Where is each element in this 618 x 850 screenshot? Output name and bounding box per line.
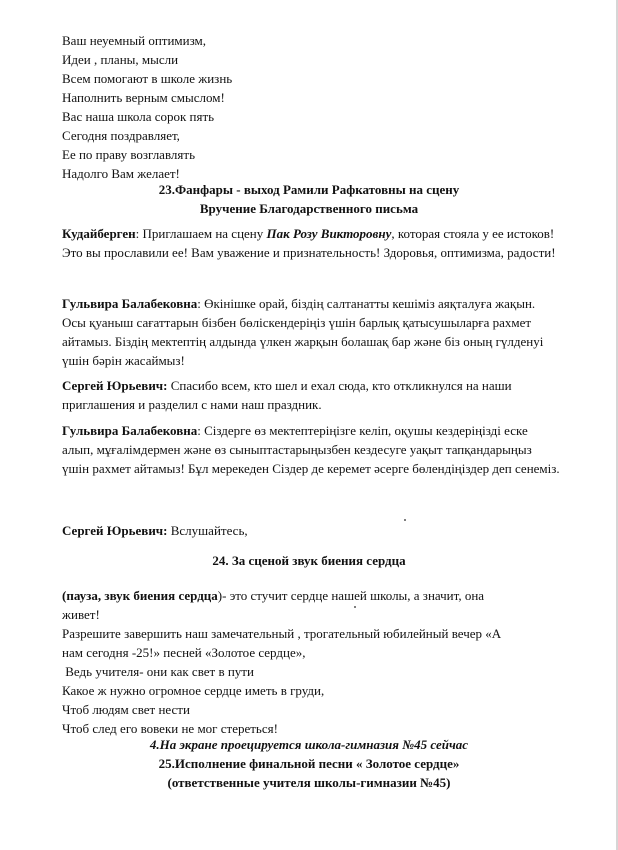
speech-text: , которая стояла у ее истоков! Это вы прославили ее! Вам уважение и признательность! Здоровья, оптимизма, радости! (62, 226, 556, 260)
closing-line: 4.На экране проецируется школа-гимназия №45 сейчас (149, 737, 469, 752)
scan-speck (354, 606, 356, 608)
speech-gulvira-1 (62, 294, 562, 370)
poem-line: Ваш неуемный оптимизм, (62, 33, 207, 48)
poem-line: Ее по праву возглавлять (62, 147, 195, 162)
speaker-name: Гульвира Балабековна (62, 423, 198, 438)
poem-line: Всем помогают в школе жизнь (62, 71, 233, 86)
final-line: Ведь учителя- они как свет в пути (62, 664, 254, 679)
heading-line: 23.Фанфары - выход Рамили Рафкатовны на сцену (158, 182, 460, 197)
final-line: Разрешите завершить наш замечательный , трогательный юбилейный вечер «А (62, 626, 502, 641)
speech-text: : Өкінішке орай, біздің салтанатты кешіміз аяқталуға жақын. Осы қуаныш сағаттарын бізбен бөлiскендеріңіз үшін барлық қатысушыларға рахмет айтамыз. Біздің мектептің алдында үлкен жарқын болашақ бар және біз оның гүлденуі үшін бәрін жасаймыз! (62, 296, 544, 368)
poem-line: Наполнить верным смыслом! (62, 90, 225, 105)
speech-text: Вслушайтесь, (167, 523, 248, 538)
closing-line: 25.Исполнение финальной песни « Золотое сердце» (158, 756, 460, 771)
final-line: нам сегодня -25!» песней «Золотое сердце», (62, 645, 306, 660)
heading-line: Вручение Благодарственного письма (199, 201, 419, 216)
poem-line: Идеи , планы, мысли (62, 52, 179, 67)
poem-line: Надолго Вам желает! (62, 166, 180, 181)
speech-text: : Сіздерге өз мектептеріңізге келіп, оқушы кездеріңізді еске алып, мұғалімдермен және өз сыныптастарыңызбен кездесуге уақыт тапқандарыңыз үшін рахмет айтамыз! Бұл мерекеден Сіздер де керемет әсерге бөлендіңіздер деп сенеміз. (62, 423, 560, 476)
speech-gulvira-2 (62, 421, 562, 478)
speech-sergey-1 (62, 376, 562, 414)
poem-line: Сегодня поздравляет, (62, 128, 180, 143)
speaker-name: Кудайберген (62, 226, 136, 241)
scan-speck (404, 519, 406, 521)
speech-text: Спасибо всем, кто шел и ехал сюда, кто откликнулся на наши приглашения и разделил с нами наш праздник. (62, 378, 512, 412)
final-line: Чтоб людям свет нести (62, 702, 190, 717)
poem-line: Вас наша школа сорок пять (62, 109, 215, 124)
final-line (62, 586, 582, 605)
final-text: )- это стучит сердце нашей школы, а значит, она (217, 588, 485, 603)
closing-block (0, 735, 618, 792)
poem-stanza (62, 31, 562, 183)
final-line: Чтоб след его вовеки не мог стереться! (62, 721, 278, 736)
final-block (62, 586, 582, 738)
speech-kudaibergen (62, 224, 562, 262)
speaker-name: Гульвира Балабековна (62, 296, 198, 311)
speaker-name: Сергей Юрьевич: (62, 378, 168, 393)
speech-text: : Приглашаем на сцену (135, 226, 267, 241)
section-heading-24: 24. За сценой звук биения сердца (212, 553, 406, 568)
closing-line: (ответственные учителя школы-гимназии №45) (167, 775, 451, 790)
section-heading-23 (0, 180, 618, 218)
speech-sergey-2 (62, 521, 562, 540)
final-line: живет! (62, 607, 100, 622)
speaker-name: Сергей Юрьевич: (62, 523, 168, 538)
final-line: Какое ж нужно огромное сердце иметь в груди, (62, 683, 325, 698)
stage-direction: (пауза, звук биения сердца (62, 588, 218, 603)
honoree-name: Пак Розу Викторовну (266, 226, 392, 241)
